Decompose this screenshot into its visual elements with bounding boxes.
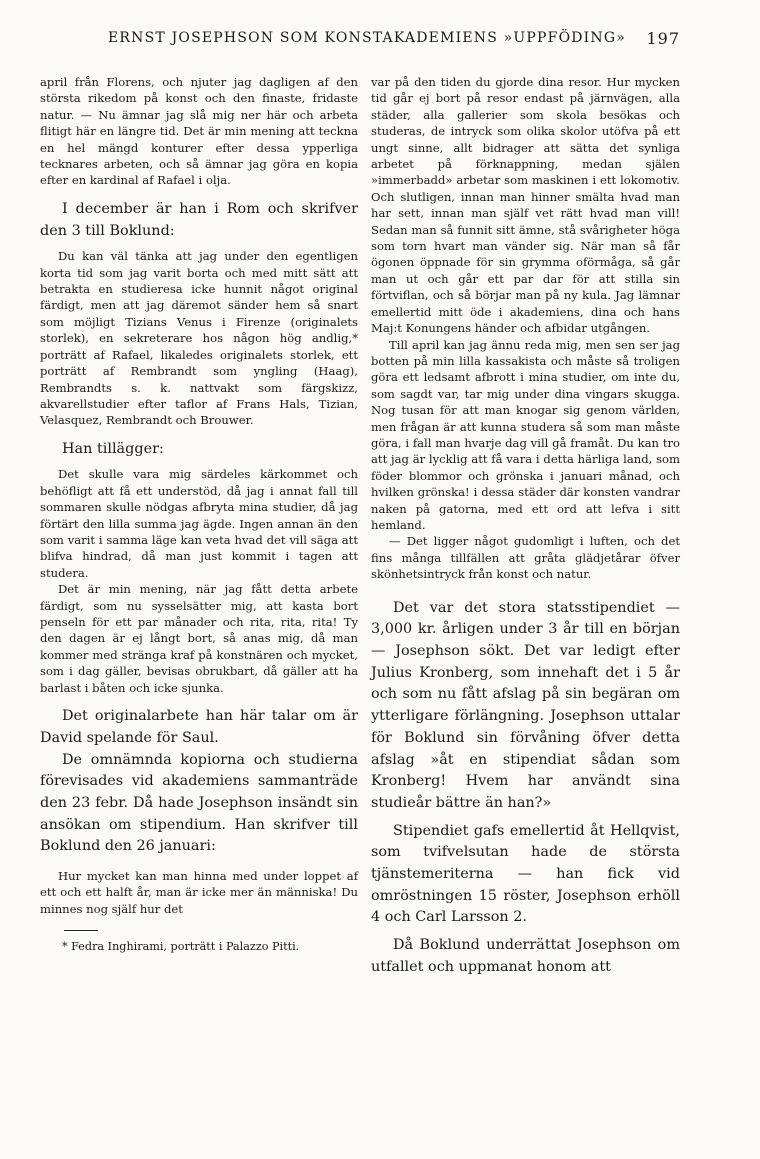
quotation: Du kan väl tänka att jag under den egentligen korta tid som jag varit borta och med mitt sätt att betrakta en studieresa icke hunnit något original färdigt, men att jag däremot sänder hem så snart som möjligt Tizians Venus i Firenze (originalets storlek), en sekreterare hos någon hög andlig,* porträtt af Rafael, likaledes originalets storlek, ett porträtt af Rembrandt som yngling (Haag), Rembrandts s. k. nattvakt som färgskizz, akvarellstudier efter taflor af Frans Hals, Tizian, Velasquez, Rembrandt och Brouwer.	[40, 249, 358, 428]
footnote: * Fedra Inghirami, porträtt i Palazzo Pitti.	[62, 940, 300, 954]
running-head	[40, 30, 680, 50]
quotation: Det skulle vara mig särdeles kärkommet och behöfligt att få ett understöd, då jag i annat fall till sommaren skulle nödgas afbryta mina studier, då jag förtärt den lilla summa jag ägde. Ingen annan än den som varit i samma läge kan veta hvad det vill säga att blifva hindrad, då man just kommit i tagen att studera.	[40, 467, 358, 580]
paragraph: I december är han i Rom och skrifver den 3 till Boklund:	[40, 200, 358, 239]
page-number: 197	[646, 29, 680, 48]
footnote-rule	[64, 930, 98, 931]
left-column	[40, 74, 358, 954]
paragraph: april från Florens, och njuter jag dagligen af den största rikedom på konst och den finaste, fridaste natur. — Nu ämnar jag slå mig ner här och arbeta flitigt här en längre tid. Det är min mening att teckna en hel mängd konturer efter dessa ypperliga tecknares arbeten, och så ämnar jag göra en kopia efter en kardinal af Rafael i olja.	[40, 75, 358, 188]
quotation: — Det ligger något gudomligt i luften, och det fins många tillfällen att gråta glädjetårar öfver skönhetsintryck från konst och natur.	[371, 534, 680, 582]
paragraph: Han tillägger:	[62, 440, 164, 457]
right-column	[371, 74, 680, 979]
paragraph: De omnämnda kopiorna och studierna förevisades vid akademiens sammanträde den 23 febr. Då hade Josephson insändt sin ansökan om stipendium. Han skrifver till Boklund den 26 januari:	[40, 751, 358, 855]
paragraph: Stipendiet gafs emellertid åt Hellqvist, som tvifvelsutan hade de största tjänstemeriterna — han fick vid omröstningen 15 röster, Josephson erhöll 4 och Carl Larsson 2.	[371, 822, 680, 926]
quotation: Hur mycket kan man hinna med under loppet af ett och ett halft år, man är icke mer än människa! Du minnes nog själf hur det	[40, 869, 358, 916]
quotation: Till april kan jag ännu reda mig, men sen ser jag botten på min lilla kassakista och måste så troligen göra ett ledsamt afbrott i mina studier, om inte du, som sagdt var, tar mig under dina vingars skugga. Nog tusan för att man knogar sig genom världen, men frågan är att kunna studera så som man måste göra, i fall man hvarje dag vill gå framåt. Du kan tro att jag är lycklig att få vara i detta härliga land, som föder blommor och grönska i januari månad, och hvilken grönska! i dessa städer där konsten vandrar naken på gatorna, med ett ord att lefva i sitt hemland.	[371, 337, 680, 532]
running-title: ERNST JOSEPHSON SOM KONSTAKADEMIENS »UPPFÖDING»	[108, 30, 626, 46]
quotation: var på den tiden du gjorde dina resor. Hur mycken tid går ej bort på resor endast på järnvägen, alla städer, alla gallerier som skola besökas och studeras, de intryck som olika skolor utöfva på ett ungt sinne, allt bidrager att sätta det synliga arbetet på förknappning, medan själen »immerbadd» arbetar som maskinen i ett lokomotiv. Och slutligen, innan man hinner smälta hvad man har sett, innan man själf vet rätt hvad man vill! Sedan man så funnit sitt ämne, stå svårigheter höga som torn hvart man vänder sig. När man så får ögonen öppnade för sin grymma oförmåga, så går man ut och går ett par dar för att stilla sin förtviflan, och så börjar man på ny kula. Jag lämnar emellertid mitt öde i akademiens, dina och hans Maj:t Konungens händer och afbidar utgången.	[371, 75, 680, 336]
quotation: Det är min mening, när jag fått detta arbete färdigt, som nu sysselsätter mig, att kasta bort penseln för ett par månader och rita, rita, rita! Ty den dagen är ej långt bort, så anas mig, då man kommer med stränga kraf på konstnären och mycket, som i dag gäller, bevisas obrukbart, då gäller att ha barlast i båten och icke sjunka.	[40, 582, 358, 695]
paragraph: Det originalarbete han här talar om är David spelande för Saul.	[40, 708, 358, 746]
paragraph: Då Boklund underrättat Josephson om utfallet och uppmanat honom att	[371, 937, 680, 975]
paragraph: Det var det stora statsstipendiet — 3,000 kr. årligen under 3 år till en början — Josephson sökt. Det var ledigt efter Julius Kronberg, som innehaft det i 5 år och som nu fått afslag på sin begäran om ytterligare förlängning. Josephson uttalar för Boklund sin förvåning öfver detta afslag »åt en stipendiat sådan som Kronberg! Hvem har användt sina studieår bättre än han?»	[371, 599, 680, 811]
